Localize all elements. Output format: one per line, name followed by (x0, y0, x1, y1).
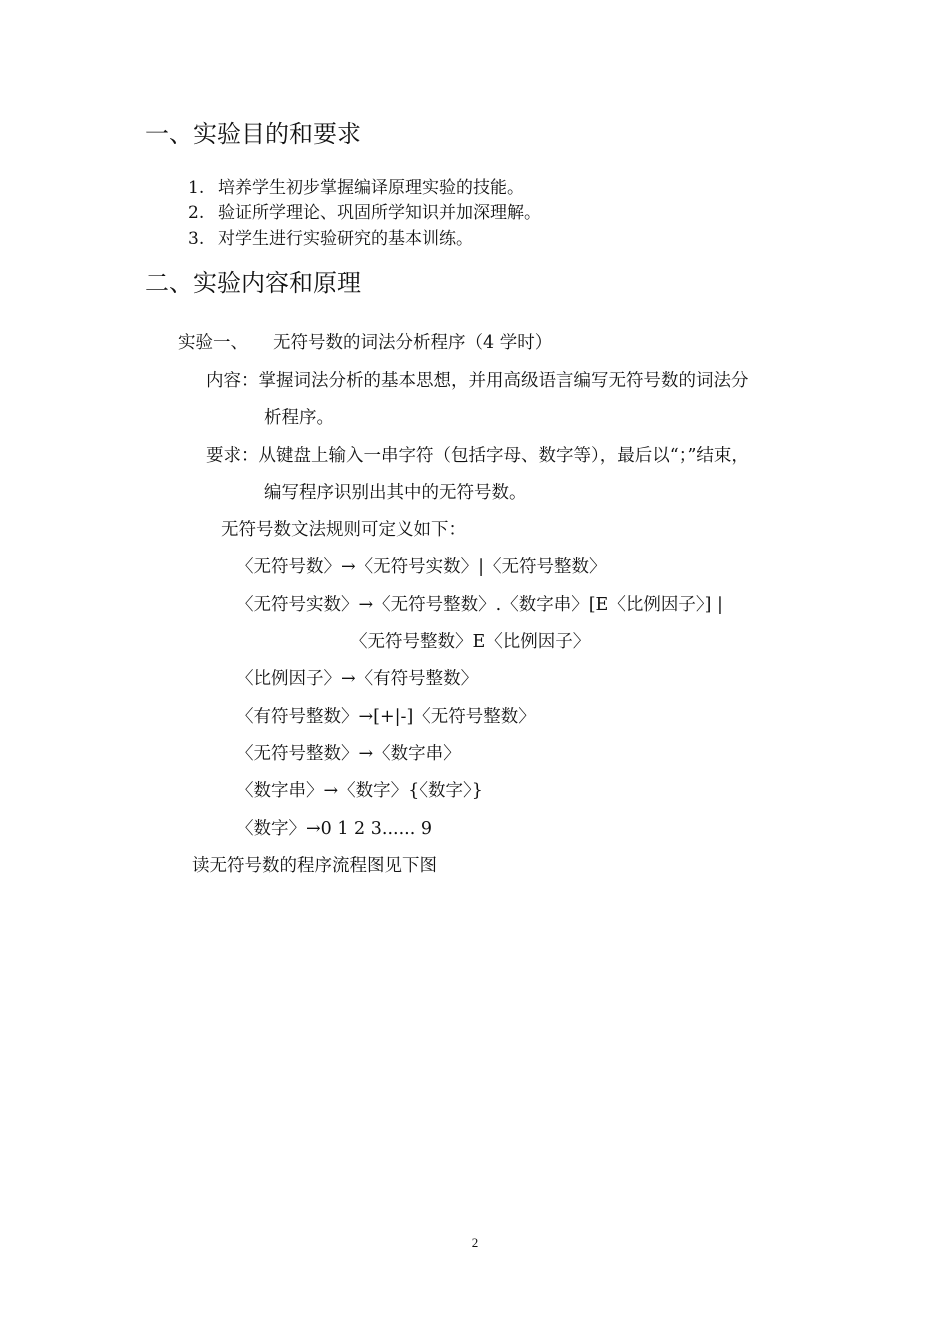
grammar-rule: 〈比例因子〉→〈有符号整数〉 (236, 669, 479, 689)
experiment-title: 无符号数的词法分析程序（4 学时） (273, 333, 553, 353)
grammar-rule: 〈数字串〉→〈数字〉{〈数字〉} (236, 781, 483, 801)
list-number: 3. (188, 229, 205, 249)
section-heading-purpose: 一、实验目的和要求 (145, 120, 361, 148)
list-item (188, 228, 473, 250)
content-line-1: 内容：掌握词法分析的基本思想，并用高级语言编写无符号数的词法分 (206, 371, 749, 391)
list-item (188, 202, 541, 224)
grammar-rule: 〈无符号整数〉→〈数字串〉 (236, 744, 461, 764)
grammar-rule: 〈数字〉→0 1 2 3...... 9 (236, 819, 432, 839)
list-number: 1. (188, 178, 205, 198)
grammar-rule: 〈无符号数〉→〈无符号实数〉|〈无符号整数〉 (236, 557, 607, 577)
list-text: 对学生进行实验研究的基本训练。 (218, 229, 473, 249)
requirement-line-2: 编写程序识别出其中的无符号数。 (264, 483, 527, 503)
content-line-2: 析程序。 (264, 408, 334, 428)
grammar-rule: 〈有符号整数〉→[+|-]〈无符号整数〉 (236, 707, 536, 727)
list-item (188, 177, 524, 199)
list-text: 培养学生初步掌握编译原理实验的技能。 (218, 178, 524, 198)
list-text: 验证所学理论、巩固所学知识并加深理解。 (218, 203, 541, 223)
grammar-rule-continuation: 〈无符号整数〉E〈比例因子〉 (350, 632, 591, 652)
section-heading-content: 二、实验内容和原理 (145, 269, 361, 297)
experiment-label: 实验一、 (178, 333, 248, 353)
list-number: 2. (188, 203, 205, 223)
grammar-intro: 无符号数文法规则可定义如下： (221, 520, 466, 540)
requirement-line-1: 要求：从键盘上输入一串字符（包括字母、数字等），最后以“；”结束， (206, 446, 749, 466)
grammar-rule: 〈无符号实数〉→〈无符号整数〉.〈数字串〉[E〈比例因子〉] | (236, 595, 723, 615)
experiment-title-line (178, 331, 552, 355)
page-number: 2 (471, 1235, 479, 1250)
flowchart-note: 读无符号数的程序流程图见下图 (192, 856, 437, 876)
